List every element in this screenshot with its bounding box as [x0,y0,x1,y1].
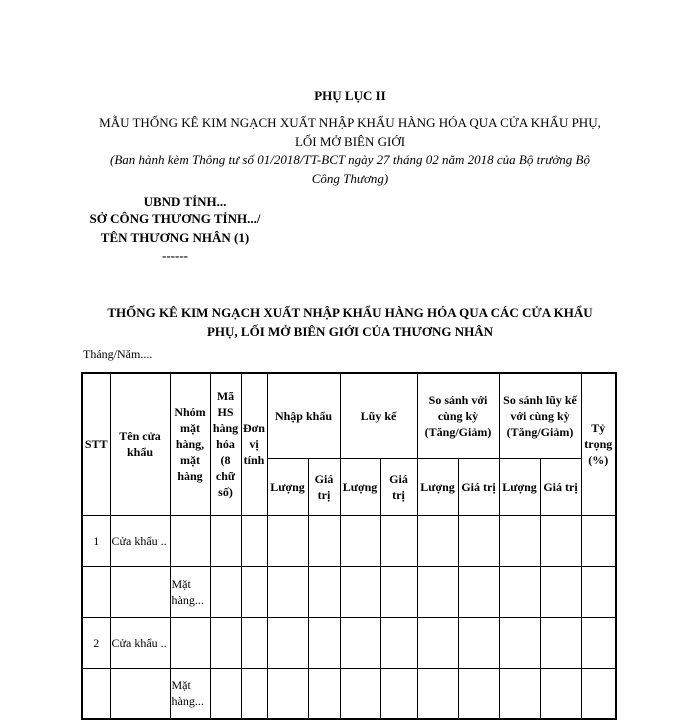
cell [241,515,267,566]
cell [499,566,540,617]
issuance-line: (Ban hành kèm Thông tư số 01/2018/TT-BCT ngày 27 tháng 02 năm 2018 của Bộ trưởng Bộ [110,152,590,167]
cell [499,515,540,566]
cell [417,617,458,668]
period-label: Tháng/Năm.... [83,347,153,361]
cell [540,668,581,719]
cell [458,617,499,668]
cell [340,617,380,668]
cell [581,515,616,566]
cell [308,617,340,668]
statistics-table [81,372,617,720]
cell [380,617,417,668]
header-share: Tỷ trọng (%) [581,373,616,515]
cell [267,668,308,719]
cell [241,668,267,719]
cell [210,566,241,617]
subheader-quantity: Lượng [417,458,458,515]
cell [458,515,499,566]
subheader-quantity: Lượng [499,458,540,515]
header-cumulative-yoy: So sánh lũy kế với cùng kỳ (Tăng/Giảm) [499,373,581,458]
statistics-title-line: PHỤ, LỐI MỞ BIÊN GIỚI CỦA THƯƠNG NHÂN [206,324,494,339]
department-label: SỞ CÔNG THƯƠNG TỈNH.../ [89,211,261,226]
header-cumulative: Lũy kế [340,373,417,458]
cell [308,668,340,719]
issuance-line: Công Thương) [311,171,389,186]
separator: ------ [162,248,188,263]
row-item [170,515,210,566]
cell [267,515,308,566]
header-gate-name: Tên cửa khẩu [110,373,170,515]
header-unit: Đơn vị tính [241,373,267,515]
header-hs-code: Mã HS hàng hóa (8 chữ số) [210,373,241,515]
cell [340,515,380,566]
template-title-line: LỐI MỞ BIÊN GIỚI [294,134,406,149]
row-gate [110,566,170,617]
cell [417,566,458,617]
row-item [170,617,210,668]
cell [417,668,458,719]
table-row [82,566,616,617]
header-stt: STT [82,373,110,515]
cell [380,668,417,719]
header-item-group: Nhóm mặt hàng, mặt hàng [170,373,210,515]
cell [308,566,340,617]
cell [267,617,308,668]
cell [581,668,616,719]
cell [241,566,267,617]
cell [210,617,241,668]
row-gate: Cửa khẩu .. [110,617,170,668]
row-stt [82,668,110,719]
header-import: Nhập khẩu [267,373,340,458]
cell [210,668,241,719]
issuance-note [0,150,700,188]
header-yoy: So sánh với cùng kỳ (Tăng/Giảm) [417,373,499,458]
statistics-title-line: THỐNG KÊ KIM NGẠCH XUẤT NHẬP KHẨU HÀNG HÓA QUA CÁC CỬA KHẨU [107,305,593,320]
cell [540,515,581,566]
subheader-value: Giá trị [380,458,417,515]
cell [267,566,308,617]
subheader-value: Giá trị [458,458,499,515]
cell [308,515,340,566]
row-gate [110,668,170,719]
row-stt: 1 [82,515,110,566]
cell [540,566,581,617]
cell [417,515,458,566]
row-stt [82,566,110,617]
row-item: Mặt hàng... [170,668,210,719]
table-row [82,515,616,566]
cell [458,566,499,617]
ubnd-label: UBND TỈNH... [143,194,227,209]
subheader-value: Giá trị [540,458,581,515]
table-row [82,668,616,719]
table-row [82,617,616,668]
cell [380,515,417,566]
subheader-value: Giá trị [308,458,340,515]
cell [210,515,241,566]
template-title-line: MẪU THỐNG KÊ KIM NGẠCH XUẤT NHẬP KHẨU HÀNG HÓA QUA CỬA KHẨU PHỤ, [99,115,601,130]
header-row [82,373,616,458]
cell [340,566,380,617]
cell [581,566,616,617]
cell [540,617,581,668]
cell [458,668,499,719]
trader-label: TÊN THƯƠNG NHÂN (1) [100,230,250,245]
row-item: Mặt hàng... [170,566,210,617]
cell [340,668,380,719]
template-title [0,113,700,151]
cell [380,566,417,617]
appendix-label: PHỤ LỤC II [314,88,386,103]
row-gate: Cửa khẩu .. [110,515,170,566]
subheader-quantity: Lượng [340,458,380,515]
subheader-quantity: Lượng [267,458,308,515]
statistics-title [0,303,700,341]
cell [241,617,267,668]
cell [499,617,540,668]
cell [499,668,540,719]
row-stt: 2 [82,617,110,668]
cell [581,617,616,668]
